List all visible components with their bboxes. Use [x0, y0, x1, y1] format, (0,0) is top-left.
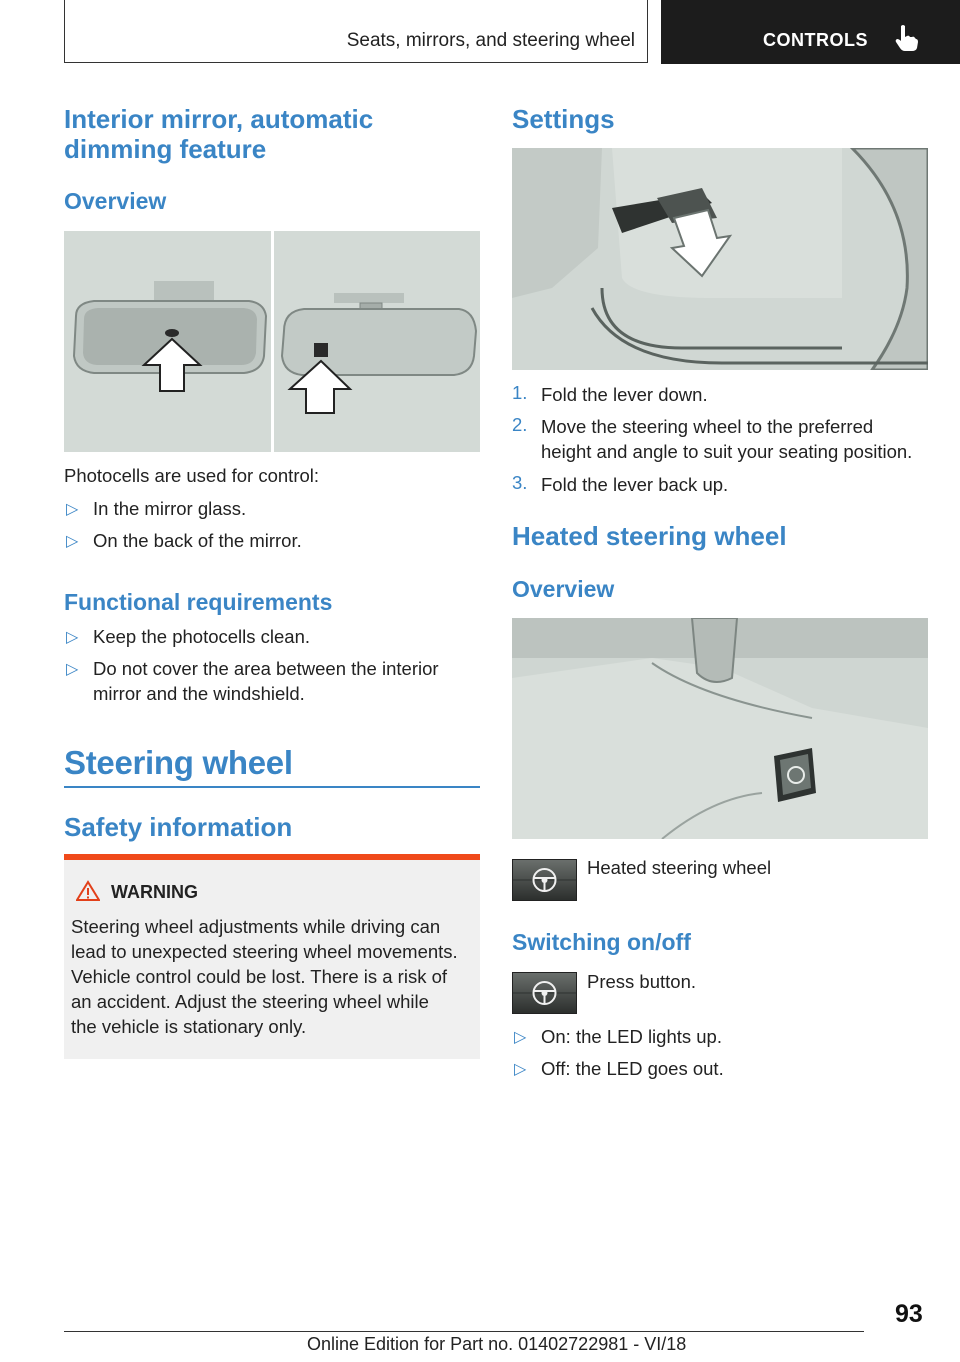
- list-item: Keep the photocells clean.: [93, 626, 311, 647]
- mirror-overview-heading: Overview: [64, 188, 167, 214]
- step-text-continued: height and angle to suit your seating position.: [541, 441, 913, 462]
- bullet-triangle-icon: ▷: [66, 661, 79, 678]
- list-item: Do not cover the area between the interior: [93, 658, 439, 679]
- step-number: 2.: [512, 414, 528, 435]
- step-text: Move the steering wheel to the preferred: [541, 416, 874, 437]
- mirror-title-line1: Interior mirror, automatic: [64, 104, 374, 134]
- header-section-box: [64, 0, 648, 63]
- heated-steering-wheel-button-icon: [512, 972, 577, 1014]
- heading-rule: [64, 786, 480, 788]
- heated-button-drawing: [512, 618, 928, 839]
- list-item-continued: mirror and the windshield.: [93, 683, 305, 704]
- step-number: 1.: [512, 382, 528, 403]
- mirror-title: [64, 104, 373, 164]
- photocells-intro: Photocells are used for control:: [64, 465, 320, 486]
- heated-steering-heading: Heated steering wheel: [512, 521, 787, 551]
- pointing-hand-icon: [893, 24, 919, 52]
- steering-wheel-heading: Steering wheel: [64, 744, 293, 781]
- steering-column-drawing: [512, 148, 928, 370]
- bullet-triangle-icon: ▷: [66, 501, 79, 518]
- bullet-triangle-icon: ▷: [514, 1029, 527, 1046]
- step-number: 3.: [512, 472, 528, 493]
- warning-text: [71, 914, 476, 1039]
- list-item: On: the LED lights up.: [541, 1026, 722, 1047]
- warning-line: lead to unexpected steering wheel movements.: [71, 941, 458, 962]
- bullet-triangle-icon: ▷: [66, 533, 79, 550]
- warning-triangle-icon: [76, 880, 100, 902]
- button-caption: Heated steering wheel: [587, 857, 772, 878]
- steering-wheel-icon: [513, 973, 576, 1013]
- heated-button-illustration: [512, 618, 928, 839]
- warning-line: an accident. Adjust the steering wheel while: [71, 991, 429, 1012]
- list-item: Off: the LED goes out.: [541, 1058, 724, 1079]
- warning-line: Steering wheel adjustments while driving can: [71, 916, 441, 937]
- page-number: 93: [895, 1300, 923, 1328]
- warning-line: the vehicle is stationary only.: [71, 1016, 307, 1037]
- warning-line: Vehicle control could be lost. There is a risk of: [71, 966, 448, 987]
- step-text: Fold the lever back up.: [541, 474, 729, 495]
- edition-note: Online Edition for Part no. 01402722981 - VI/18: [307, 1334, 687, 1354]
- chapter-title: CONTROLS: [763, 30, 868, 50]
- steering-wheel-icon: [513, 860, 576, 900]
- steering-column-illustration: [512, 148, 928, 370]
- switching-heading: Switching on/off: [512, 929, 691, 955]
- heated-overview-heading: Overview: [512, 576, 615, 602]
- section-title: Seats, mirrors, and steering wheel: [346, 30, 635, 51]
- list-item: In the mirror glass.: [93, 498, 247, 519]
- step-text: Fold the lever down.: [541, 384, 708, 405]
- warning-bar: [64, 854, 480, 860]
- footer-rule: [64, 1331, 864, 1332]
- mirror-drawing: [64, 231, 480, 452]
- settings-heading: Settings: [512, 104, 615, 134]
- list-item: On the back of the mirror.: [93, 530, 302, 551]
- safety-info-heading: Safety information: [64, 812, 293, 842]
- mirror-title-line2: dimming feature: [64, 134, 267, 164]
- heated-steering-wheel-button-icon: [512, 859, 577, 901]
- mirror-illustration: [64, 231, 480, 452]
- functional-requirements-heading: Functional requirements: [64, 589, 333, 615]
- header-chapter-box: [661, 0, 960, 64]
- press-button-text: Press button.: [587, 971, 697, 992]
- warning-label: WARNING: [111, 882, 198, 902]
- bullet-triangle-icon: ▷: [514, 1061, 527, 1078]
- bullet-triangle-icon: ▷: [66, 629, 79, 646]
